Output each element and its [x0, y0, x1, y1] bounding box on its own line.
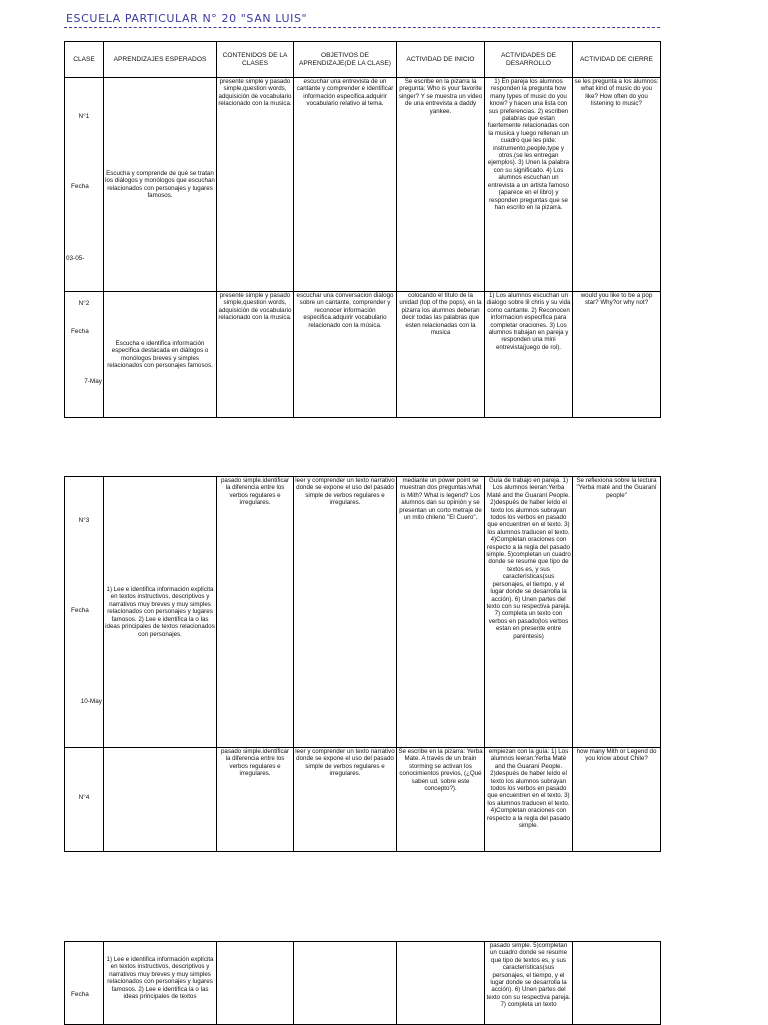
- aprendizajes-text: 1) Lee e identifica información explícita en textos instructivos, descriptivos y narrativos muy breves y muy simples relacionados con personajes y lugares famosos. 2) Lee e identifica la o las ideas principales de textos: [106, 956, 214, 1001]
- table-row: [65, 477, 661, 748]
- lesson-table-1: [64, 41, 661, 418]
- inicio-cell: colocando el título de la unidad (top of the pops), en la pizarra los alumnos deberan decir todas las palabras que esten relacionadas con la musica: [397, 292, 485, 418]
- header-inicio: ACTIVIDAD DE INICIO: [397, 42, 485, 78]
- header-desarrollo: ACTIVIDADES DE DESARROLLO: [485, 42, 573, 78]
- cierre-cell: how many Mith or Legend do you know about Chile?: [573, 748, 661, 852]
- lesson-table-2: [64, 476, 661, 852]
- inicio-cell: mediante un power point se muestran dos preguntas:what is Mith? What is legend? Los alumnos dan su opinión y se presentan un corto metraje de un mito chileno "El Cuero".: [397, 477, 485, 748]
- aprendizajes-cell: [104, 748, 217, 852]
- header-aprendizajes: APRENDIZAJES ESPERADOS: [104, 42, 217, 78]
- cierre-cell: se les pregunta a los alumnos: what kind of music do you like? How often do you listening to music?: [573, 78, 661, 292]
- fecha-label: Fecha: [71, 607, 89, 614]
- objetivos-cell: [294, 942, 397, 1025]
- table-row: [65, 292, 661, 418]
- header-clase: CLASE: [65, 42, 104, 78]
- table-row: [65, 78, 661, 292]
- objetivos-cell: escuchar una entrevista de un cantante y comprender e identificar información especifica.adquirir vocabulario relativo al tema.: [294, 78, 397, 292]
- desarrollo-cell: 1) Los alumnos escuchan un dialogo sobre lil chris y su vida como cantante. 2) Reconocen informacion específica para completar oraciones. 3) Los alumnos trabajan en pareja y responden una mini entrevista(juego de rol).: [485, 292, 573, 418]
- class-number: N°2: [78, 300, 90, 307]
- class-date: 7-May: [84, 378, 102, 385]
- objetivos-cell: escuchar una conversacion dialogo sobre un cantante, comprender y reconocer información especifica.adquirir vocabulario relacionado con la música.: [294, 292, 397, 418]
- table-row: [65, 748, 661, 852]
- class-cell: [65, 942, 104, 1025]
- header-objetivos: OBJETIVOS DE APRENDIZAJE(DE LA CLASE): [294, 42, 397, 78]
- desarrollo-cell: empiezan con la guía: 1) Los alumnos leeran:Yerba Maté and the Guaraní People. 2)después de haber leído el texto los alumnos subrayan todos los verbos en pasado que encuentren en el texto. 3) los alumnos traducen el texto. 4)Completan oraciones con respecto a la regla del pasado simple.: [485, 748, 573, 852]
- inicio-cell: Se escribe en la pizarra la pregunta: Who is your favorite singer? Y se muestra un video de una entrevista a daddy yankee.: [397, 78, 485, 292]
- aprendizajes-cell: 1) Lee e identifica información explícita en textos instructivos, descriptivos y narrativos muy breves y muy simples relacionados con personajes y lugares famosos. 2) Lee e identifica la o las ideas principales de textos relacionados con personajes.: [104, 477, 217, 748]
- document-title: ESCUELA PARTICULAR N° 20 "SAN LUIS": [66, 12, 308, 25]
- fecha-label: Fecha: [71, 183, 89, 190]
- cierre-cell: Se reflexiona sobre la lectura "Yerba maté and the Guaraní people": [573, 477, 661, 748]
- inicio-cell: [397, 942, 485, 1025]
- class-date: 10-May: [80, 698, 102, 705]
- class-number: N°4: [78, 794, 90, 801]
- aprendizajes-cell: Escucha e identifica información específica destacada en diálogos o monólogos breves y simples relacionados con personajes famosos.: [104, 292, 217, 418]
- cierre-cell: [573, 942, 661, 1025]
- aprendizajes-cell: Escucha y comprende de qué se tratan los diálogos y monólogos que escuchan relacionados con personajes y lugares famosos.: [104, 78, 217, 292]
- contenidos-cell: presente simple y pasado simple,question words, adquisición de vocabulario relacionado con la musica.: [217, 292, 294, 418]
- class-date: 03-05-: [66, 255, 85, 262]
- class-cell: [65, 748, 104, 852]
- class-number: N°3: [78, 517, 90, 524]
- title-underline: [64, 27, 660, 28]
- fecha-label: Fecha: [71, 328, 89, 335]
- desarrollo-cell: 1) En pareja los alumnos responden la pregunta how many types of music do you know? y hacen una lista con sus preferencias. 2) escriben palabras que estan fuertemente relacionadas con la musica y luego rellenan un cuadro que les pide: instrumento,people,type y otros.(se les entregan ejemplos). 3) Unen la palabra con su significado. 4) Los alumnos escuchan un entrevista a un artista famoso (aparece en el libro) y responden preguntas que se han escrito en la pizarra.: [485, 78, 573, 292]
- desarrollo-cell: Guía de trabajo en pareja. 1) Los alumnos leeran:Yerba Maté and the Guaraní People. 2)después de haber leído el texto los alumnos subrayan todos los verbos en pasado que encuentren en el texto. 3) los alumnos traducen el texto. 4)Completan oraciones con respecto a la regla del pasado simple. 5)completan un cuadro donde se resume que tipo de textos es, y sus características(sus personajes, el tiempo, y el lugar donde se desarrolla la acción). 6) Unen partes del texto con su respectiva pareja. 7) completa un texto con verbos en pasado(los verbos estan en presente entre paréntesis): [485, 477, 573, 748]
- objetivos-cell: leer y comprender un texto narrativo donde se expone el uso del pasado simple de verbos regulares e irregulares.: [294, 477, 397, 748]
- class-cell: [65, 292, 104, 418]
- aprendizajes-cell: [104, 942, 217, 1025]
- contenidos-cell: pasado simple.identificar la diferencia entre los verbos regulares e irregulares.: [217, 748, 294, 852]
- inicio-cell: Se escribe en la pizarra: Yerba Mate. A través de un brain storming se activan los conocimientos previos, (¿Qué saben ud. sobre este concepto?).: [397, 748, 485, 852]
- class-cell: [65, 477, 104, 748]
- contenidos-cell: presente simple y pasado simple,question words, adquisición de vocabulario relacionado con la musica.: [217, 78, 294, 292]
- contenidos-cell: pasado simple.identificar la diferencia entre los verbos regulares e irregulares.: [217, 477, 294, 748]
- class-cell: [65, 78, 104, 292]
- header-cierre: ACTIVIDAD DE CIERRE: [573, 42, 661, 78]
- table-row: [65, 942, 661, 1025]
- lesson-table-3: [64, 941, 661, 1025]
- header-contenidos: CONTENIDOS DE LA CLASES: [217, 42, 294, 78]
- header-row: [65, 42, 661, 78]
- cierre-cell: would you like to be a pop star? Why?or why not?: [573, 292, 661, 418]
- contenidos-cell: [217, 942, 294, 1025]
- desarrollo-cell: pasado simple. 5)completan un cuadro donde se resume que tipo de textos es, y sus características(sus personajes, el tiempo, y el lugar donde se desarrolla la acción). 6) Unen partes del texto con su respectiva pareja. 7) completa un texto: [485, 942, 573, 1025]
- fecha-label: Fecha: [71, 991, 89, 998]
- objetivos-cell: leer y comprender un texto narrativo donde se expone el uso del pasado simple de verbos regulares e irregulares.: [294, 748, 397, 852]
- class-number: N°1: [78, 113, 90, 120]
